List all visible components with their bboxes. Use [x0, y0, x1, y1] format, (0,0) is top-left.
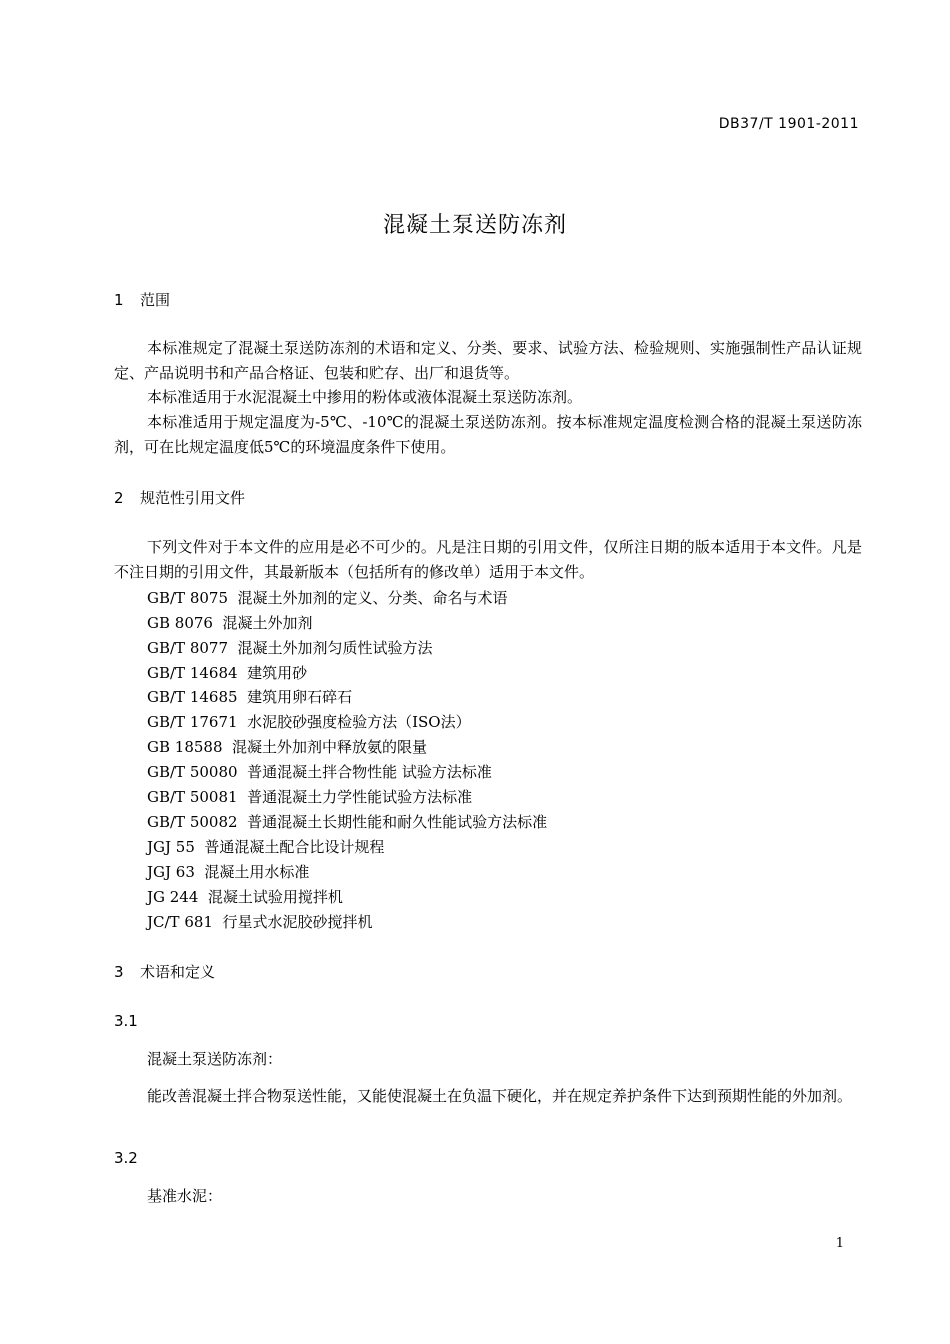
page-number: 1: [835, 1236, 844, 1251]
paragraph: 本标准适用于规定温度为-5℃、-10℃的混凝土泵送防冻剂。按本标准规定温度检测合格的混凝土泵送防冻剂，可在比规定温度低5℃的环境温度条件下使用。: [114, 413, 862, 456]
section-heading-1: [114, 289, 170, 310]
reference-item: GB/T 8077 混凝土外加剂匀质性试验方法: [147, 639, 433, 657]
section-number: 2: [114, 489, 124, 507]
section-title: 术语和定义: [140, 963, 216, 981]
reference-item: GB/T 17671 水泥胶砂强度检验方法（ISO法）: [147, 713, 471, 731]
reference-item: JG 244 混凝土试验用搅拌机: [147, 888, 343, 906]
reference-item: GB 8076 混凝土外加剂: [147, 614, 313, 632]
standard-code: DB37/T 1901-2011: [718, 116, 859, 132]
paragraph: 下列文件对于本文件的应用是必不可少的。凡是注日期的引用文件，仅所注日期的版本适用于本文件。凡是不注日期的引用文件，其最新版本（包括所有的修改单）适用于本文件。: [114, 538, 862, 581]
section-number: 3: [114, 963, 124, 981]
section-heading-3: [114, 961, 215, 982]
subsection-number: 3.2: [114, 1149, 138, 1167]
subsection-number: 3.1: [114, 1012, 138, 1030]
section-number: 1: [114, 291, 124, 309]
reference-item: JGJ 63 混凝土用水标准: [147, 863, 310, 881]
section-title: 范围: [140, 291, 171, 309]
term-name: 基准水泥：: [147, 1187, 223, 1205]
reference-item: JC/T 681 行星式水泥胶砂搅拌机: [147, 913, 373, 931]
reference-item: GB/T 50080 普通混凝土拌合物性能 试验方法标准: [147, 763, 492, 781]
term-name: 混凝土泵送防冻剂：: [147, 1050, 283, 1068]
reference-item: GB/T 50081 普通混凝土力学性能试验方法标准: [147, 788, 473, 806]
paragraph: 本标准适用于水泥混凝土中掺用的粉体或液体混凝土泵送防冻剂。: [147, 388, 583, 406]
reference-item: GB/T 50082 普通混凝土长期性能和耐久性能试验方法标准: [147, 813, 548, 831]
reference-item: GB/T 14684 建筑用砂: [147, 664, 308, 682]
document-title: 混凝土泵送防冻剂: [382, 213, 567, 238]
reference-item: JGJ 55 普通混凝土配合比设计规程: [147, 838, 385, 856]
section-title: 规范性引用文件: [140, 489, 246, 507]
reference-item: GB/T 8075 混凝土外加剂的定义、分类、命名与术语: [147, 589, 508, 607]
section-heading-2: [114, 487, 245, 508]
reference-item: GB 18588 混凝土外加剂中释放氨的限量: [147, 738, 428, 756]
reference-item: GB/T 14685 建筑用卵石碎石: [147, 688, 353, 706]
term-definition: 能改善混凝土拌合物泵送性能，又能使混凝土在负温下硬化，并在规定养护条件下达到预期性能的外加剂。: [147, 1087, 853, 1105]
paragraph: 本标准规定了混凝土泵送防冻剂的术语和定义、分类、要求、试验方法、检验规则、实施强制性产品认证规定、产品说明书和产品合格证、包装和贮存、出厂和退货等。: [114, 339, 862, 382]
